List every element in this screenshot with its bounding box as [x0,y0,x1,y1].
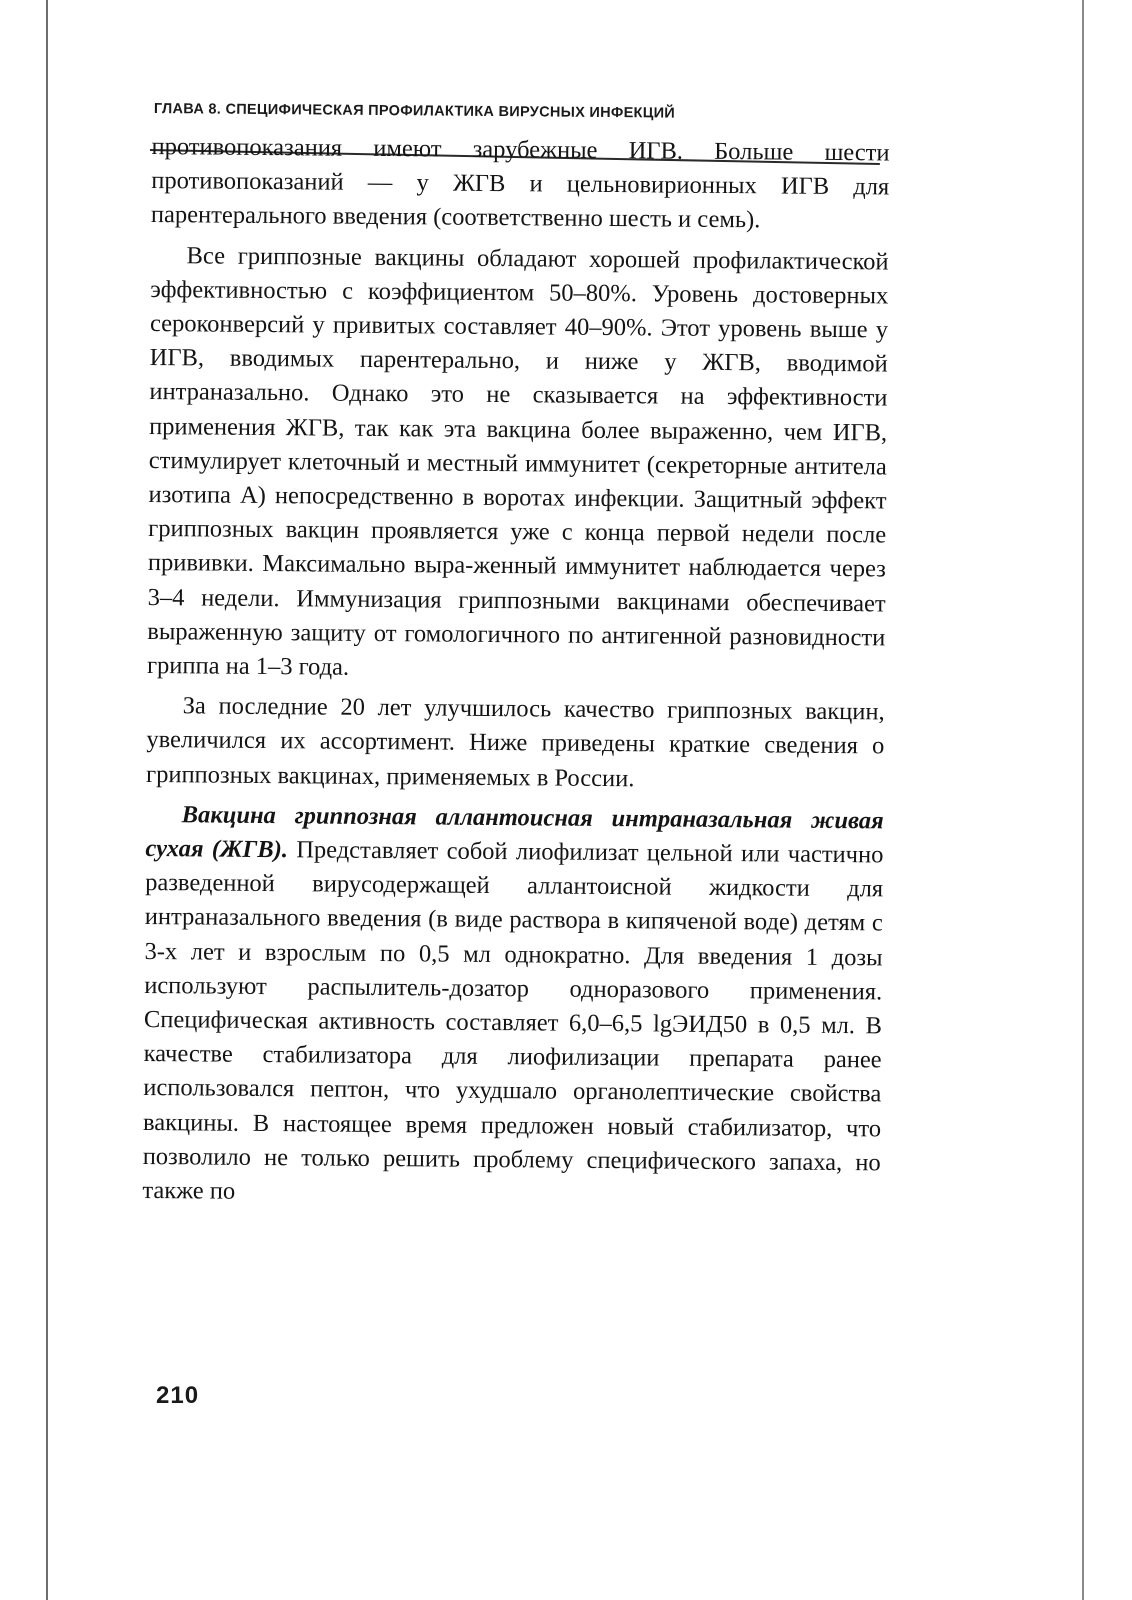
page-right-edge [1082,0,1084,1600]
page-left-edge [46,0,48,1600]
vaccine-name-heading: Вакцина гриппозная аллантоисная интраназальная живая сухая (ЖГВ). [145,801,884,864]
paragraph-vaccine-efficacy: Все гриппозные вакцины обладают хорошей профилактической эффективностью с коэффициентом 50–80%. Уровень достоверных сероконверсий у привитых составляет 40–90%. Этот уровень выше у ИГВ, вводимых парентерально, и ниже у ЖГВ, вводимой интраназально. Однако это не сказывается на эффективности применения ЖГВ, так как эта вакцина более выраженно, чем ИГВ, стимулирует клеточный и местный иммунитет (секреторные антитела изотипа А) непосредственно в воротах инфекции. Защитный эффект гриппозных вакцин проявляется уже с конца первой недели после прививки. Максимально выра-женный иммунитет наблюдается через 3–4 недели. Иммунизация гриппозными вакцинами обеспечивает выраженную защиту от гомологичного по антигенной разновидности гриппа на 1–3 года. [146,241,889,681]
vaccine-description: Представляет собой лиофилизат цельной или частично разведенной вирусодержащей аллантоисной жидкости для интраназального введения (в виде раствора в кипяченой воде) детям с 3-х лет и взрослым по 0,5 мл однократно. Для введения 1 дозы используют распылитель-дозатор одноразового применения. Специфическая активность составляет 6,0–6,5 lgЭИД50 в 0,5 мл. В качестве стабилизатора для лиофилизации препарата ранее использовался пептон, что ухудшало органолептические свойства вакцины. В настоящее время предложен новый стабилизатор, что позволило не только решить проблему специфического запаха, но также по [142,836,884,1205]
paragraph-live-vaccine [142,798,884,1215]
paragraph-vaccine-assortment: За последние 20 лет улучшилось качество гриппозных вакцин, увеличился их ассортимент. Ниже приведены краткие сведения о гриппозных вакцинах, применяемых в России. [145,692,885,792]
page-number: 210 [156,1382,200,1409]
running-head: ГЛАВА 8. СПЕЦИФИЧЕСКАЯ ПРОФИЛАКТИКА ВИРУСНЫХ ИНФЕКЦИЙ [153,101,676,122]
page-text-block [142,98,890,1215]
paragraph-continuation: противопоказания имеют зарубежные ИГВ. Больше шести противопоказаний — у ЖГВ и цельновирионных ИГВ для парентерального введения (соответственно шесть и семь). [150,132,890,234]
